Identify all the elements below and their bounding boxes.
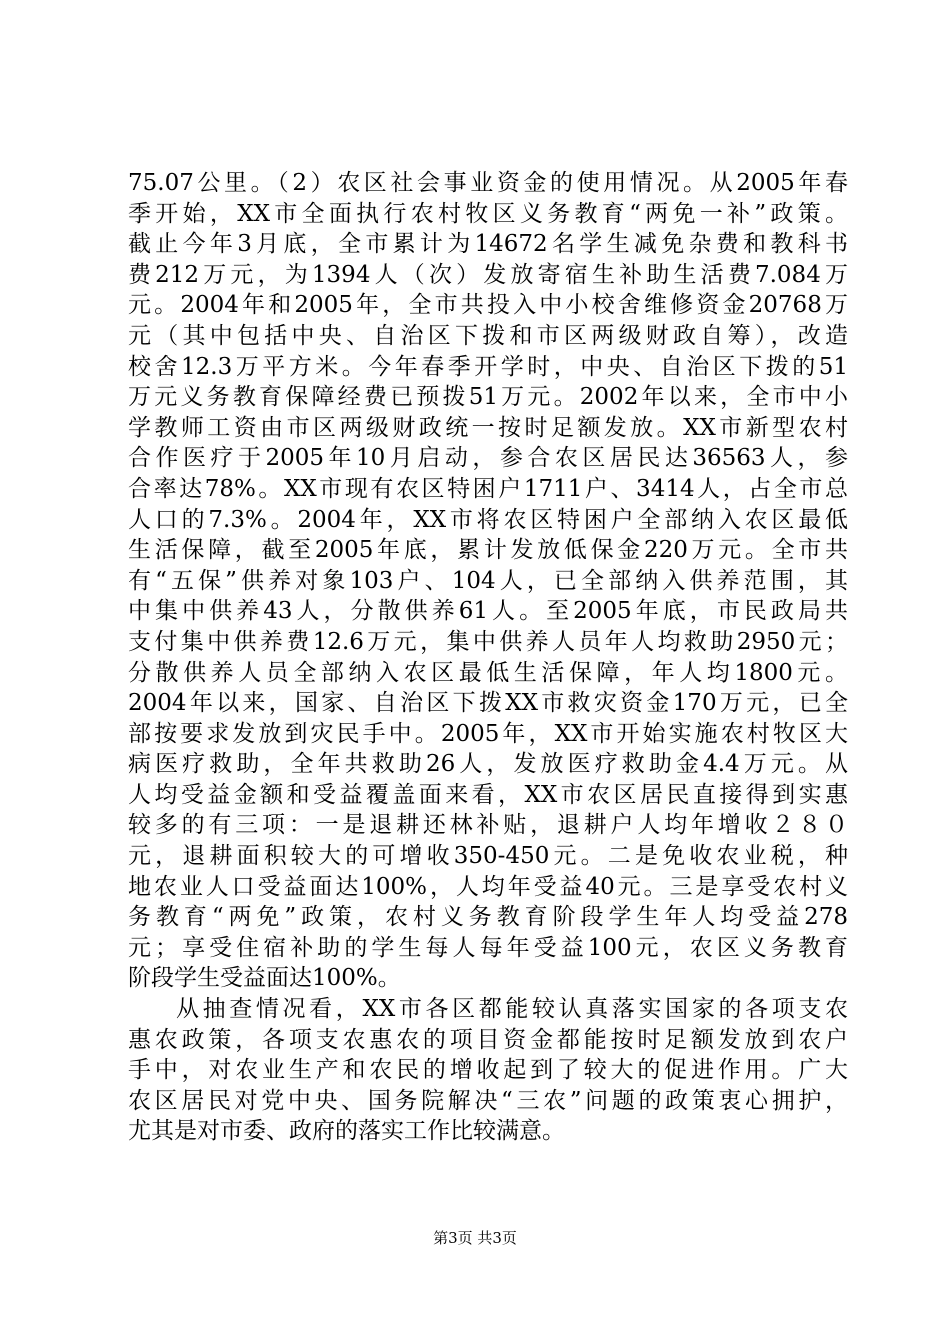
text-line: 地农业人口受益面达100%，人均年受益40元。三是享受农村义 [128, 873, 848, 900]
text-line: 校舍12.3万平方米。今年春季开学时，中央、自治区下拨的51 [128, 353, 848, 380]
text-line: 万元义务教育保障经费已预拨51万元。2002年以来，全市中小 [128, 384, 848, 411]
text-line: 人均受益金额和受益覆盖面来看，XX市农区居民直接得到实惠 [128, 781, 848, 808]
text-line: 分散供养人员全部纳入农区最低生活保障，年人均1800元。 [128, 659, 848, 686]
text-line: 生活保障，截至2005年底，累计发放低保金220万元。全市共 [128, 537, 848, 564]
text-line: 有“五保”供养对象103户、104人，已全部纳入供养范围，其 [128, 567, 848, 594]
document-body [128, 168, 848, 1147]
text-line: 学教师工资由市区两级财政统一按时足额发放。XX市新型农村 [128, 414, 848, 441]
text-line: 务教育“两免”政策，农村义务教育阶段学生年人均受益278 [128, 904, 848, 931]
text-line: 较多的有三项：一是退耕还林补贴，退耕户人均年增收２８０ [128, 812, 848, 839]
text-line: 中集中供养43人，分散供养61人。至2005年底，市民政局共 [128, 598, 848, 625]
paragraph-1 [128, 168, 848, 994]
page-footer: 第3页 共3页 [433, 1229, 517, 1247]
text-line: 截止今年3月底，全市累计为14672名学生减免杂费和教科书 [128, 231, 848, 258]
text-line: 农区居民对党中央、国务院解决“三农”问题的政策衷心拥护， [128, 1087, 848, 1114]
text-line: 人口的7.3%。2004年，XX市将农区特困户全部纳入农区最低 [128, 506, 848, 533]
text-line: 尤其是对市委、政府的落实工作比较满意。 [128, 1118, 565, 1145]
text-line: 季开始，XX市全面执行农村牧区义务教育“两免一补”政策。 [128, 200, 848, 227]
text-line: 部按要求发放到灾民手中。2005年，XX市开始实施农村牧区大 [128, 720, 848, 747]
text-line: 阶段学生受益面达100%。 [128, 965, 401, 992]
paragraph-2 [128, 994, 848, 1147]
text-line: 75.07公里。（2）农区社会事业资金的使用情况。从2005年春 [128, 170, 848, 196]
text-line: 合作医疗于2005年10月启动，参合农区居民达36563人，参 [128, 445, 848, 472]
text-line: 费212万元，为1394人（次）发放寄宿生补助生活费7.084万 [128, 261, 848, 288]
text-line: 惠农政策，各项支农惠农的项目资金都能按时足额发放到农户 [128, 1026, 848, 1053]
text-line: 从抽查情况看，XX市各区都能较认真落实国家的各项支农 [176, 996, 848, 1023]
text-line: 手中，对农业生产和农民的增收起到了较大的促进作用。广大 [128, 1057, 848, 1084]
text-line: 支付集中供养费12.6万元，集中供养人员年人均救助2950元； [128, 628, 848, 655]
text-line: 合率达78%。XX市现有农区特困户1711户、3414人，占全市总 [128, 475, 848, 502]
text-line: 元。2004年和2005年，全市共投入中小校舍维修资金20768万 [128, 292, 848, 319]
text-line: 病医疗救助，全年共救助26人，发放医疗救助金4.4万元。从 [128, 751, 848, 778]
text-line: 2004年以来，国家、自治区下拨XX市救灾资金170万元，已全 [128, 690, 848, 717]
text-line: 元，退耕面积较大的可增收350-450元。二是免收农业税，种 [128, 843, 848, 870]
text-line: 元（其中包括中央、自治区下拨和市区两级财政自筹），改造 [128, 322, 848, 349]
text-line: 元；享受住宿补助的学生每人每年受益100元，农区义务教育 [128, 934, 848, 961]
